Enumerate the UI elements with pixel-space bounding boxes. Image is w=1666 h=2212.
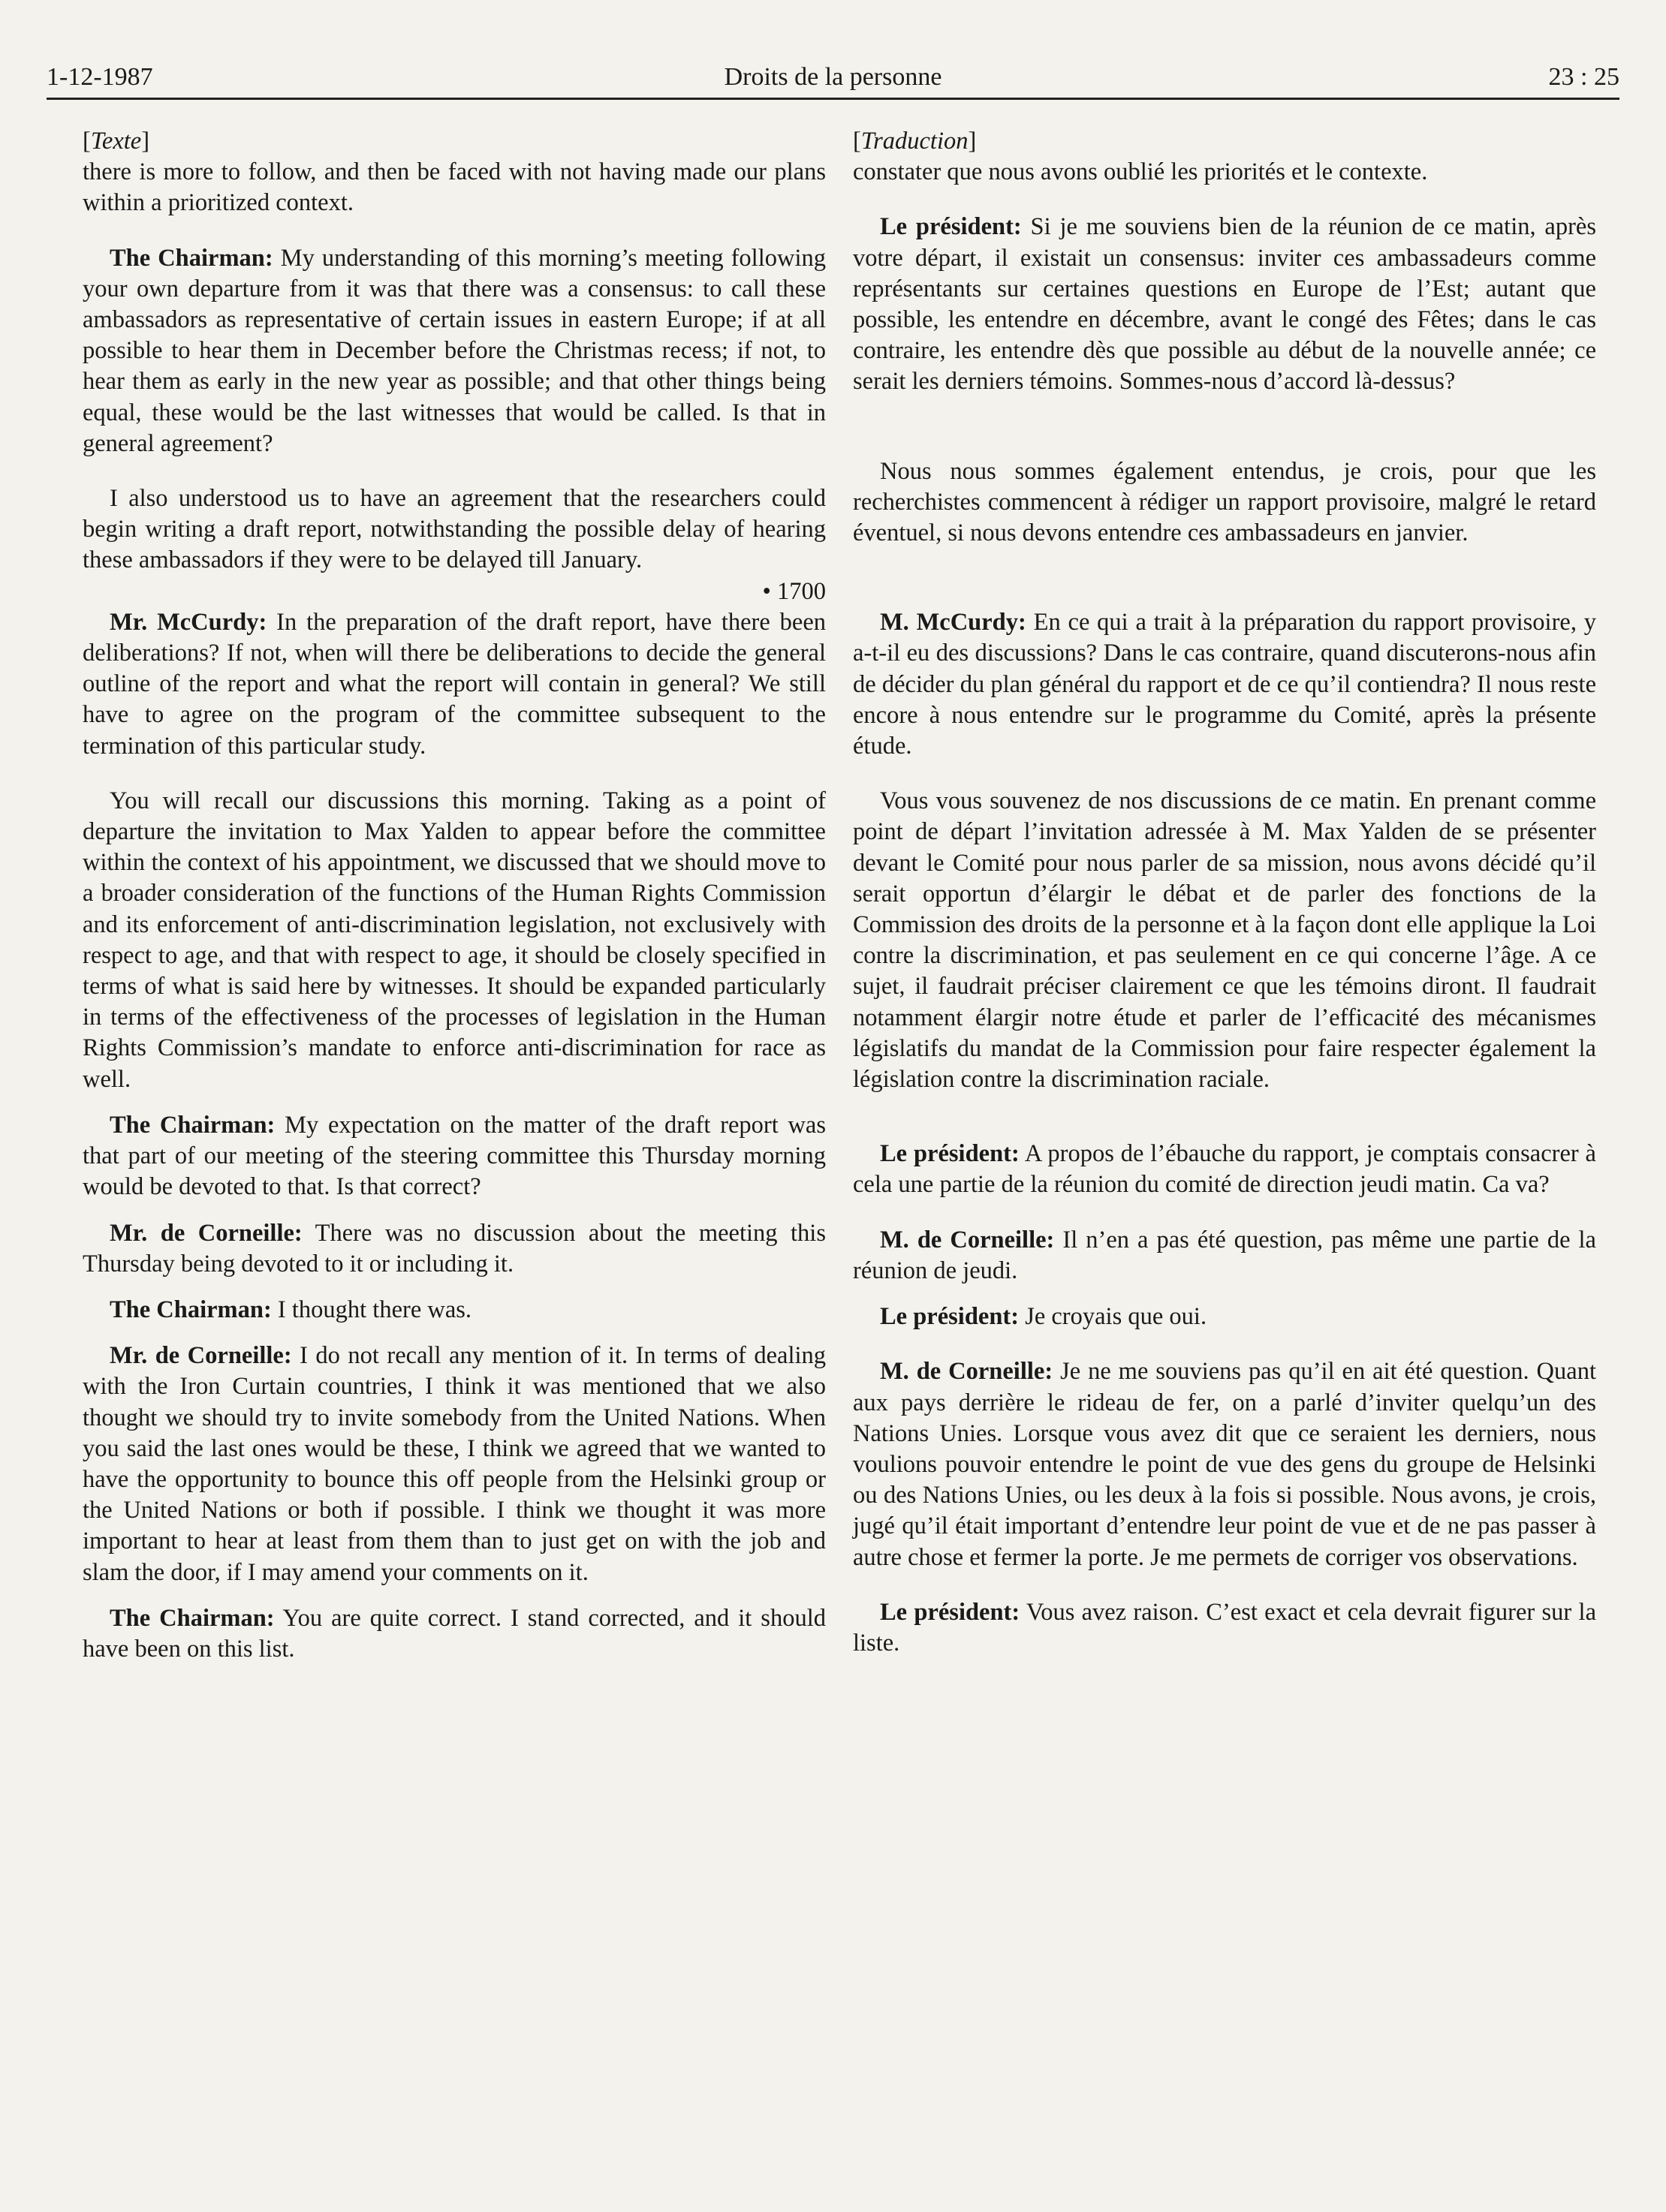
paragraph-text: Nous nous sommes également entendus, je crois, pour que les recherchistes commencent à rédiger un rapport provisoire, malgré le retard éventuel, si nous devons entendre ces ambassadeurs en janvier. xyxy=(853,457,1596,547)
paragraph-text: there is more to follow, and then be faced with not having made our plans within a prioritized context. xyxy=(83,158,826,217)
time-marker: • 1700 xyxy=(762,577,826,605)
speaker-name: M. de Corneille: xyxy=(880,1358,1053,1386)
speaker-name: Mr. de Corneille: xyxy=(110,1219,303,1247)
paragraph xyxy=(853,456,1596,549)
speaker-name: Le président: xyxy=(880,1303,1020,1331)
paragraph xyxy=(83,157,826,218)
language-tag-traduction: [Traduction] xyxy=(853,128,977,155)
paragraph xyxy=(83,483,826,576)
speaker-name: Le président: xyxy=(880,213,1022,241)
paragraph-text: A propos de l’ébauche du rapport, je comptais consacrer à cela une partie de la réunion du comité de direction jeudi matin. Ca va? xyxy=(853,1140,1596,1199)
speaker-name: M. McCurdy: xyxy=(880,609,1026,637)
paragraph-text: My understanding of this morning’s meeting following your own departure from it was that there was a consensus: to call these ambassadors as representative of certain issues in eastern Europe; if at all possible to hear them in December before the Christmas recess; if not, to hear them as early in the new year as possible; and that other things being equal, these would be the last witnesses that would be called. Is that in general agreement? xyxy=(83,244,826,457)
paragraph xyxy=(853,157,1596,188)
paragraph xyxy=(83,1603,826,1665)
paragraph xyxy=(83,1110,826,1203)
speaker-name: The Chairman: xyxy=(110,244,273,272)
paragraph xyxy=(83,786,826,1095)
paragraph-text: Vous vous souvenez de nos discussions de ce matin. En prenant comme point de départ l’invitation adressée à M. Max Yalden de se présenter devant le Comité pour nous parler de sa mission, nous avons décidé qu’il serait opportun d’élargir le débat et de parler des fonctions de la Commission des droits de la personne et à la façon dont elle applique la Loi contre la discrimination, et pas seulement en ce qui concerne l’âge. A ce sujet, il faudrait préciser clairement ce que les témoins diront. Il faudrait notamment élargir notre étude et parler de l’efficacité des mécanismes législatifs du mandat de la Commission pour faire respecter également la législation contre la discrimination raciale. xyxy=(853,787,1596,1094)
paragraph-text: I also understood us to have an agreement that the researchers could begin writing a draft report, notwithstanding the possible delay of hearing these ambassadors if they were to be delayed till January. xyxy=(83,485,826,574)
paragraph xyxy=(853,607,1596,762)
paragraph-text: constater que nous avons oublié les priorités et le contexte. xyxy=(853,158,1428,186)
header-date: 1-12-1987 xyxy=(47,63,153,91)
paragraph-text: En ce qui a trait à la préparation du rapport provisoire, y a-t-il eu des discussions? Dans le cas contraire, quand discuterons-nous afin de décider du plan général du rapport et de ce qu’il contiendra? Il nous reste encore à nous entendre sur le programme du Comité, après la présente étude. xyxy=(853,609,1596,760)
paragraph xyxy=(853,212,1596,397)
header-title: Droits de la personne xyxy=(724,63,942,91)
paragraph-text: You are quite correct. I stand corrected, and it should have been on this list. xyxy=(83,1604,826,1663)
paragraph xyxy=(853,1597,1596,1659)
paragraph xyxy=(853,1356,1596,1572)
paragraph xyxy=(83,1341,826,1588)
paragraph-text: I do not recall any mention of it. In terms of dealing with the Iron Curtain countries, I think it was mentioned that we also thought we should try to invite somebody from the United Nations. When you said the last ones would be these, I think we agreed that we wanted to have the opportunity to bounce this off people from the Helsinki group or the United Nations or both if possible. I think we thought it was more important to hear at least from them than to just get on with the job and slam the door, if I may amend your comments on it. xyxy=(83,1342,826,1586)
speaker-name: Le président: xyxy=(880,1140,1020,1168)
paragraph-text: Il n’en a pas été question, pas même une partie de la réunion de jeudi. xyxy=(853,1226,1596,1284)
paragraph xyxy=(853,1139,1596,1200)
speaker-name: M. de Corneille: xyxy=(880,1226,1055,1253)
speaker-name: Mr. McCurdy: xyxy=(110,608,267,636)
paragraph-text: Si je me souviens bien de la réunion de ce matin, après votre départ, il existait un consensus: inviter ces ambassadeurs comme représentants sur certaines questions en Europe de l’Est; autant que possible, les entendre en décembre, avant le congé des Fêtes; dans le cas contraire, les entendre dès que possible au début de la nouvelle année; ce serait les derniers témoins. Sommes-nous d’accord là-dessus? xyxy=(853,213,1596,396)
speaker-name: Le président: xyxy=(880,1598,1020,1626)
english-column xyxy=(83,126,826,1665)
paragraph-text: Vous avez raison. C’est exact et cela devrait figurer sur la liste. xyxy=(853,1598,1596,1657)
paragraph-text: Je croyais que oui. xyxy=(1019,1303,1207,1331)
french-column xyxy=(853,126,1596,1659)
speaker-name: The Chairman: xyxy=(110,1604,275,1632)
paragraph xyxy=(83,243,826,459)
paragraph-text: My expectation on the matter of the draft report was that part of our meeting of the steering committee this Thursday morning would be devoted to that. Is that correct? xyxy=(83,1111,826,1201)
speaker-name: Mr. de Corneille: xyxy=(110,1342,292,1370)
speaker-name: The Chairman: xyxy=(110,1111,276,1139)
paragraph-text: There was no discussion about the meeting this Thursday being devoted to it or including it. xyxy=(83,1219,826,1278)
paragraph xyxy=(853,786,1596,1095)
paragraph xyxy=(83,607,826,762)
header-page-number: 23 : 25 xyxy=(1548,63,1619,91)
paragraph xyxy=(853,1302,1596,1332)
paragraph-text: Je ne me souviens pas qu’il en ait été question. Quant aux pays derrière le rideau de fer, on a parlé d’inviter quelqu’un des Nations Unies. Lorsque vous avez dit que ce seraient les derniers, nous voulions pouvoir entendre le point de vue des gens du groupe de Helsinki ou des Nations Unies, ou les deux à la fois si possible. Nous avons, je crois, jugé qu’il était important d’entendre leur point de vue et de ne pas passer à autre chose et fermer la porte. Je me permets de corriger vos observations. xyxy=(853,1358,1596,1571)
paragraph xyxy=(853,1225,1596,1287)
paragraph xyxy=(83,1218,826,1280)
paragraph xyxy=(83,1295,826,1326)
speaker-name: The Chairman: xyxy=(110,1296,272,1323)
running-header xyxy=(47,59,1619,100)
paragraph-text: In the preparation of the draft report, have there been deliberations? If not, when will there be deliberations to decide the general outline of the report and what the report will contain in general? We still have to agree on the program of the committee subsequent to the termination of this particular study. xyxy=(83,608,826,760)
paragraph-text: You will recall our discussions this morning. Taking as a point of departure the invitation to Max Yalden to appear before the committee within the context of his appointment, we discussed that we should move to a broader consideration of the functions of the Human Rights Commission and its enforcement of anti-discrimination legislation, not exclusively with respect to age, and that with respect to age, it should be closely specified in terms of what is said here by witnesses. It should be expanded particularly in terms of the effectiveness of the processes of legislation in the Human Rights Commission’s mandate to enforce anti-discrimination for race as well. xyxy=(83,787,826,1093)
language-tag-texte: [Texte] xyxy=(83,128,150,155)
paragraph-text: I thought there was. xyxy=(271,1296,472,1323)
